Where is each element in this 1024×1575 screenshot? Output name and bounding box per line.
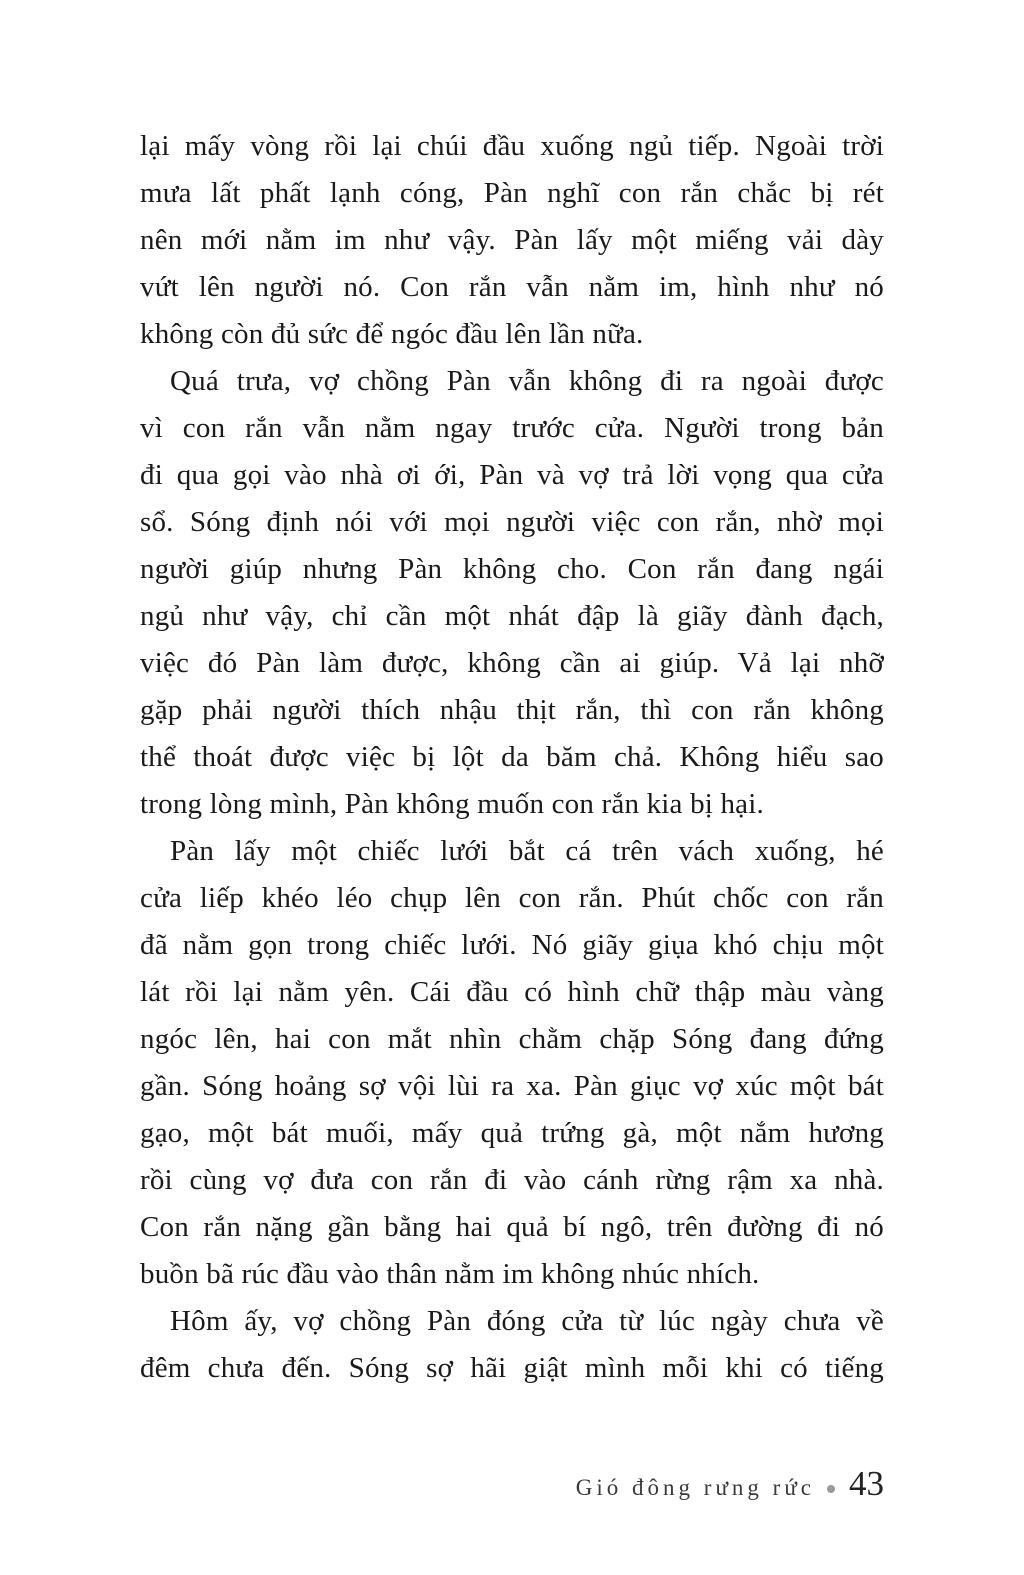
text-line: Quá trưa, vợ chồng Pàn vẫn không đi ra ngoài được: [170, 365, 884, 397]
text-line: Pàn lấy một chiếc lưới bắt cá trên vách xuống, hé: [170, 835, 884, 867]
text-line: vì con rắn vẫn nằm ngay trước cửa. Người trong bản: [140, 412, 884, 444]
text-line: mưa lất phất lạnh cóng, Pàn nghĩ con rắn chắc bị rét: [140, 177, 884, 209]
text-line: ngủ như vậy, chỉ cần một nhát đập là giãy đành đạch,: [140, 600, 884, 632]
page-footer: [576, 1462, 884, 1510]
text-line: đã nằm gọn trong chiếc lưới. Nó giãy giụa khó chịu một: [140, 929, 884, 961]
paragraph: [140, 358, 884, 828]
text-line: đi qua gọi vào nhà ơi ới, Pàn và vợ trả lời vọng qua cửa: [140, 459, 884, 491]
dot-separator-icon: [827, 1485, 835, 1493]
text-line: lại mấy vòng rồi lại chúi đầu xuống ngủ tiếp. Ngoài trời: [140, 130, 884, 162]
text-line: thể thoát được việc bị lột da băm chả. Không hiểu sao: [140, 741, 884, 773]
running-title: Gió đông rưng rức: [575, 1475, 815, 1500]
text-line: không còn đủ sức để ngóc đầu lên lần nữa.: [140, 318, 644, 350]
text-line: ngóc lên, hai con mắt nhìn chằm chặp Sóng đang đứng: [140, 1023, 884, 1055]
text-line: Con rắn nặng gần bằng hai quả bí ngô, trên đường đi nó: [140, 1211, 884, 1243]
page-number: 43: [849, 1464, 884, 1503]
text-line: vứt lên người nó. Con rắn vẫn nằm im, hình như nó: [140, 271, 884, 303]
text-line: trong lòng mình, Pàn không muốn con rắn kia bị hại.: [140, 788, 764, 820]
text-line: Hôm ấy, vợ chồng Pàn đóng cửa từ lúc ngày chưa về: [170, 1305, 884, 1337]
page-text: [140, 123, 884, 1392]
text-line: việc đó Pàn làm được, không cần ai giúp. Vả lại nhỡ: [140, 647, 884, 679]
text-line: buồn bã rúc đầu vào thân nằm im không nhúc nhích.: [140, 1258, 760, 1290]
text-line: nên mới nằm im như vậy. Pàn lấy một miếng vải dày: [140, 224, 884, 256]
text-line: người giúp nhưng Pàn không cho. Con rắn đang ngái: [140, 553, 884, 585]
text-line: gạo, một bát muối, mấy quả trứng gà, một nắm hương: [140, 1117, 884, 1149]
text-line: gần. Sóng hoảng sợ vội lùi ra xa. Pàn giục vợ xúc một bát: [140, 1070, 884, 1102]
text-line: sổ. Sóng định nói với mọi người việc con rắn, nhờ mọi: [140, 506, 884, 538]
paragraph: [140, 1298, 884, 1392]
text-line: gặp phải người thích nhậu thịt rắn, thì con rắn không: [140, 694, 884, 726]
text-line: cửa liếp khéo léo chụp lên con rắn. Phút chốc con rắn: [140, 882, 884, 914]
paragraph: [140, 828, 884, 1298]
text-line: lát rồi lại nằm yên. Cái đầu có hình chữ thập màu vàng: [140, 976, 884, 1008]
text-line: đêm chưa đến. Sóng sợ hãi giật mình mỗi khi có tiếng: [140, 1352, 884, 1384]
paragraph: [140, 123, 884, 358]
text-line: rồi cùng vợ đưa con rắn đi vào cánh rừng rậm xa nhà.: [140, 1164, 884, 1196]
